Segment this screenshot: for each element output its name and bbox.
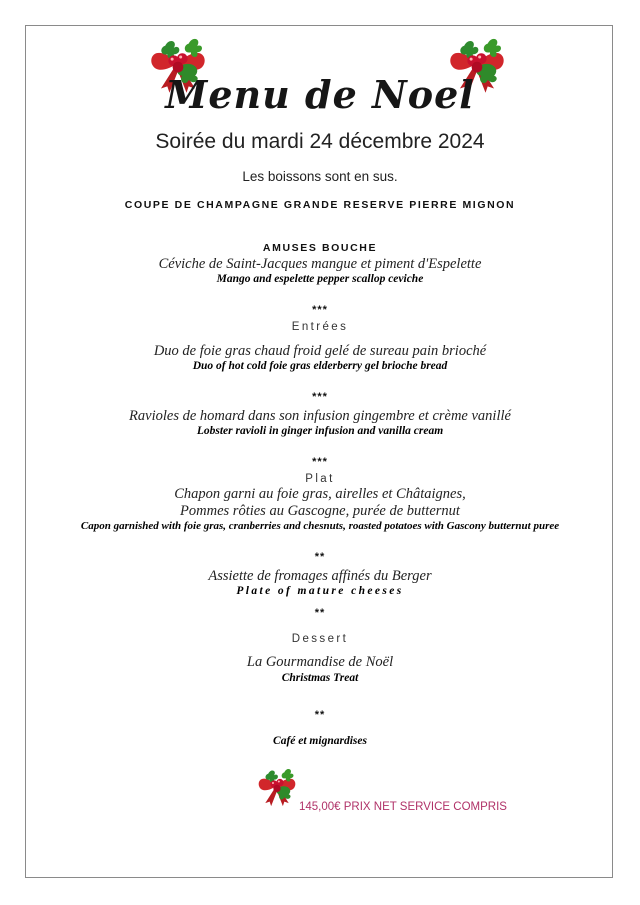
menu-title: Menu de Noel xyxy=(165,72,475,117)
plat-en: Capon garnished with foie gras, cranberries and chesnuts, roasted potatoes with Gascony butternut puree xyxy=(80,520,560,532)
entrees-heading: Entrées xyxy=(291,321,349,333)
cheese-en: Plate of mature cheeses xyxy=(236,585,404,597)
separator: ** xyxy=(314,551,326,563)
entrees-en: Duo of hot cold foie gras elderberry gel brioche bread xyxy=(192,360,448,372)
amuses-en: Mango and espelette pepper scallop ceviche xyxy=(216,273,424,285)
plat-fr-line1: Chapon garni au foie gras, airelles et Châtaignes, xyxy=(174,486,466,502)
entrees-fr: Duo de foie gras chaud froid gelé de sureau pain brioché xyxy=(153,343,487,359)
separator: *** xyxy=(312,391,328,403)
ravioli-fr: Ravioles de homard dans son infusion gingembre et crème vanillé xyxy=(129,408,511,424)
dessert-fr: La Gourmandise de Noël xyxy=(246,654,394,670)
separator: ** xyxy=(314,607,326,619)
holly-bow-icon xyxy=(255,765,299,809)
plat-heading: Plat xyxy=(305,473,335,485)
amuses-fr: Céviche de Saint-Jacques mangue et piment d'Espelette xyxy=(158,256,482,272)
coffee-line: Café et mignardises xyxy=(273,735,367,747)
dessert-heading: Dessert xyxy=(291,633,349,645)
separator: *** xyxy=(312,456,328,468)
amuses-heading: AMUSES BOUCHE xyxy=(262,242,378,254)
separator: *** xyxy=(312,304,328,316)
champagne-line: COUPE DE CHAMPAGNE GRANDE RESERVE PIERRE MIGNON xyxy=(124,199,516,211)
plat-fr-line2: Pommes rôties au Gascogne, purée de butternut xyxy=(180,503,460,519)
event-date: Soirée du mardi 24 décembre 2024 xyxy=(155,130,485,153)
dessert-en: Christmas Treat xyxy=(281,672,359,684)
cheese-fr: Assiette de fromages affinés du Berger xyxy=(208,568,432,584)
price-line: 145,00€ PRIX NET SERVICE COMPRIS xyxy=(299,801,507,813)
ravioli-en: Lobster ravioli in ginger infusion and vanilla cream xyxy=(196,425,444,437)
drinks-note: Les boissons sont en sus. xyxy=(242,169,398,184)
separator: ** xyxy=(314,709,326,721)
